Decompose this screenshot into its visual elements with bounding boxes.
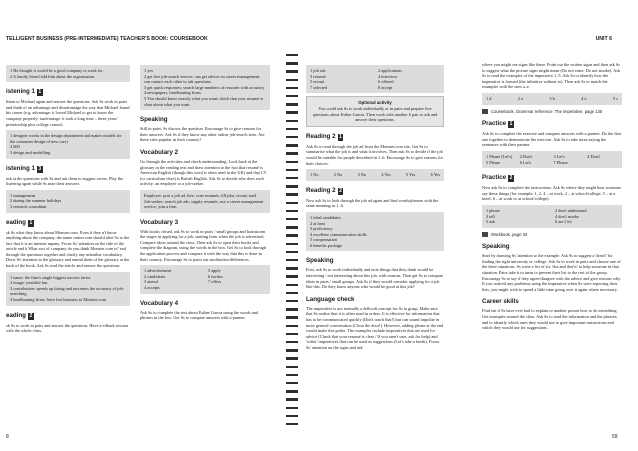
binding-tab	[286, 382, 298, 384]
unit-label: UNIT 6	[595, 36, 612, 42]
list-item: 2 image: youthful fun	[10, 280, 48, 286]
section-heading: Career skills	[482, 298, 519, 306]
binding-tab	[286, 300, 298, 302]
list-item: 3 get quick responses; search large numbers of resumés with accuracy	[144, 84, 265, 90]
binding-tab	[286, 193, 298, 195]
answer-box	[306, 65, 444, 93]
list-item: 3 tell	[486, 213, 495, 219]
list-item: 7 selected	[310, 84, 328, 90]
paragraph: Now ask Ss to complete the instructions. Ask Ss where they might hear someone say these things (for example: 1, 2, 4 – at work; 2 – at school/college; 5 – at a hotel; 6 – at work or at school/college).	[482, 185, 621, 202]
list-item: 4 excellent communication skills	[310, 231, 367, 237]
list-item: 2 Don't	[519, 153, 533, 159]
paragraph: First, ask Ss to work individually and note things that they think would be interesting / not interesting about this job, with reasons. Then get Ss to compare ideas in pairs / small groups. Ask Ss if they would consider applying for a job like this. Do they know anyone who would be good at this job?	[306, 267, 444, 290]
book-icon	[482, 232, 488, 237]
list-item: 4 newspapers, headhunting firms	[144, 90, 201, 96]
binding-tab	[286, 62, 298, 64]
list-item: 5 Yes	[406, 172, 416, 178]
binding-tab	[286, 95, 298, 97]
binding-tab	[286, 128, 298, 130]
paragraph: ask at the questions with Ss and ask them to suggest owers. Play the listening again while Ss note their answers.	[6, 175, 123, 187]
page-number-left: 8	[6, 434, 9, 440]
list-item: 5 apply	[208, 268, 221, 274]
answer-box	[140, 65, 270, 110]
paragraph: Still in pairs, Ss discuss the question. Encourage Ss to give reasons for their answers. Ask Ss if they know any other online job-search sites. Are these sites popular in their country?	[140, 126, 265, 143]
list-item: 1 advertisement	[144, 268, 172, 274]
paragraph: sk Ss to work in pairs and answer the questions. Have a edback session with the whole class.	[6, 322, 129, 334]
section-heading: Speaking	[482, 243, 510, 251]
list-item: 5 ask	[486, 219, 495, 225]
binding-tab	[286, 267, 298, 269]
answer-box	[306, 212, 444, 252]
binding-tab	[286, 415, 298, 417]
section-heading: Vocabulary 2	[140, 148, 179, 156]
binding-tab	[286, 407, 298, 409]
list-item: 1 job ads	[310, 68, 326, 73]
binding-tab	[286, 234, 298, 236]
binding-tab	[286, 79, 298, 81]
section-heading: Vocabulary 4	[140, 299, 179, 307]
binding-tab	[286, 308, 298, 310]
paragraph: Ask Ss to complete the exercise and compare answers with a partner. Do the first one together to demonstrate the exercise. Ask Ss to take turns saying the sentences with their partner.	[482, 131, 622, 148]
binding-tab	[286, 210, 298, 212]
binding-tab	[286, 292, 298, 294]
workbook-reference: Workbook, page 33	[482, 232, 622, 238]
binding-tab	[286, 423, 298, 425]
list-item: 5 You should know exactly what you want; check that your resumé is clear about what you want.	[144, 95, 264, 107]
binding-spine	[286, 54, 300, 434]
page-number-right: 59	[612, 434, 618, 440]
binding-tab	[286, 357, 298, 359]
list-item: 5 c	[612, 95, 618, 101]
binding-tab	[286, 243, 298, 245]
paragraph: Now ask Ss to look through the job ad again and find words/phrases with the same meaning as 1–6.	[306, 197, 439, 209]
binding-tab	[286, 341, 298, 343]
section-heading: Reading 2 2	[306, 186, 342, 194]
optional-activity-title: Optional activity	[358, 100, 392, 106]
list-item: 4 Yes	[381, 172, 391, 178]
list-item: 2 No	[333, 172, 343, 178]
binding-tab	[286, 103, 298, 105]
section-heading: Language check	[306, 295, 355, 303]
paragraph: sk Ss what they know about Monster.com. Even if they n't know anything about the company, the name onster.com should alert Ss to the fact that it is an internet mpany. Focus Ss' attention on the title of the article and k What sort of company do you think Monster.com is? ead through the questions together and clarify any nfamiliar vocabulary. Draw Ss' attention to the glossary and emind them of the glossary at the back of the book. Ask Ss read the article and answer the questions.	[6, 229, 130, 269]
list-item: 2 600	[10, 144, 20, 150]
list-item: Employer: post a job ad, hire, scan resumés, fill jobs, recruit staff	[144, 192, 257, 198]
binding-tab	[286, 398, 298, 400]
list-item: 1 ideal candidates	[310, 214, 341, 220]
list-item: 3 Let's	[553, 153, 565, 159]
binding-tab	[286, 374, 298, 376]
binding-tab	[286, 275, 298, 277]
list-item: 5 Please	[486, 159, 501, 165]
section-heading: istening 1 1	[6, 88, 42, 96]
binding-tab	[286, 316, 298, 318]
list-item: 6 offered	[378, 79, 394, 85]
binding-tab	[286, 161, 298, 163]
binding-tab	[286, 218, 298, 220]
list-item: 6 benefits package	[310, 242, 342, 248]
page-header	[0, 36, 638, 46]
list-item: 3 attend	[144, 279, 158, 285]
list-item: 2 candidates	[144, 273, 166, 279]
list-item: 1 d	[486, 95, 492, 101]
paragraph: Ask Ss to complete the text about Esther Garcia using the words and phrases in the box. Get Ss to compare answers with a partner.	[140, 309, 258, 321]
answer-box	[6, 190, 130, 213]
list-item: 4 interview	[378, 73, 398, 79]
list-item: 1 He thought it would be a good company to work for.	[10, 68, 104, 73]
answer-box	[140, 190, 270, 213]
binding-tab	[286, 259, 298, 261]
list-item: 1 phone	[486, 207, 500, 213]
binding-tab	[286, 185, 298, 187]
binding-tab	[286, 87, 298, 89]
list-item: 3 resumé	[310, 73, 326, 79]
answer-box	[6, 65, 130, 82]
binding-tab	[286, 333, 298, 335]
list-item: 4 headhunting firms: have lost business to Monster.com	[10, 297, 106, 303]
list-item: 3 research consultant	[10, 203, 47, 209]
section-heading: eading 2	[6, 311, 33, 319]
answer-box	[482, 205, 622, 228]
list-item: 4 don't smoke	[555, 213, 579, 219]
book-title: TELLIGENT BUSINESS (PRE-INTERMEDIATE) TEACHER'S BOOK: COURSEBOOK	[6, 36, 208, 42]
list-item: 3 No	[357, 172, 367, 178]
list-item: 4 Don't	[587, 153, 600, 159]
paragraph: Start by drawing Ss' attention to the example. Ask Ss to suggest a 'dont't' for finding the right university or college. Ask Ss to work in pairs and choose one of the three situations. Ss write a list of six 'dos and don'ts' to help someone in that situation. Pairs take it in turns to present their list to the rest of the group. Encourage Ss to say if they agree/disagree with the advice and give reasons why. If you noticed any problems using the imperative when Ss were reporting their lists, you might wish to spend a little time going over it again where necessary.	[482, 253, 622, 292]
list-item: 7 Please	[553, 159, 568, 165]
grammar-reference: Coursebook, Grammar reference: The imperative, page 135	[482, 109, 622, 115]
binding-tab	[286, 202, 298, 204]
list-item: 7 offers	[208, 279, 222, 285]
binding-tab	[286, 169, 298, 171]
column-2	[140, 62, 270, 324]
section-heading: Reading 2 1	[306, 132, 342, 140]
list-item: 1 management	[10, 192, 36, 198]
section-heading: istening 1 3	[6, 164, 42, 172]
answer-box	[140, 265, 270, 293]
binding-tab	[286, 349, 298, 351]
answer-box	[482, 151, 622, 168]
paragraph: Go through the activities and check understanding. Look back at the glossary in the reading text and draw attention to the fact that resumé is American English (though this word is often used in the UK) and that CV (or curriculum vitae) is British English. Ask Ss to decide who does each activity: an employer or a job-seeker.	[140, 158, 267, 187]
binding-tab	[286, 70, 298, 72]
section-heading: Vocabulary 3	[140, 218, 179, 226]
list-item: 3 contribution: speeds up hiring and increases the accuracy of job-searching	[10, 285, 125, 297]
paragraph: You could ask Ss to work individually or in pairs and prepare five questions about Esther Garcia. Then work with another S pair to ask and answer their questions.	[312, 105, 438, 123]
section-heading: Practice 2	[482, 174, 513, 182]
list-item: 1 yes	[144, 68, 153, 73]
list-item: 5 compensation	[310, 237, 338, 243]
binding-tab	[286, 177, 298, 179]
paragraph: listen to Michael again and answer the questions. Ask Ss work in pairs and think of an advantage and disadvantage the way that Michael found his career (e.g. advantage: it lowed Michael to get to know the company properly; isadvantage: it took a long time – three years' prenticeship plus college course).	[6, 99, 130, 127]
optional-activity-box	[306, 96, 444, 126]
column-1	[6, 62, 130, 337]
answer-box	[6, 130, 130, 158]
list-item: 1 name: the firm's single biggest success factor	[10, 274, 91, 280]
section-heading: Practice 1	[482, 120, 513, 128]
binding-tab	[286, 390, 298, 392]
list-item: 2 don't understand	[555, 207, 587, 213]
book-icon	[482, 109, 488, 114]
list-item: 3 b	[549, 95, 555, 101]
list-item: 2 get free job-search service; can get advice on career management, can contact each other to ask questions	[144, 73, 261, 85]
paragraph: With books closed, ask Ss to work in pairs / small groups and brainstorm the stages in applying for a job, starting from when the job is advertised. Compare ideas around the class. Then ask Ss to open their books and complete the diagram, using the words in the box. Get Ss to look through the application process and compare it with the way that this is done in their country. Encourage Ss to point out similarities/differences.	[140, 228, 266, 262]
section-heading: eading 1	[6, 218, 33, 226]
answer-box	[6, 272, 130, 306]
list-item: 2 applications	[378, 68, 402, 73]
list-item: 2 at least	[310, 220, 326, 226]
list-item: 8 accept	[378, 84, 393, 90]
list-item: 2 A family friend told him about the organisation.	[10, 73, 96, 79]
list-item: 4 accepts	[144, 285, 160, 291]
list-item: 4 e	[581, 95, 587, 101]
binding-tab	[286, 152, 298, 154]
binding-tab	[286, 54, 298, 56]
list-item: 2 a	[517, 95, 523, 101]
answer-box	[306, 169, 444, 181]
binding-tab	[286, 251, 298, 253]
answer-box	[482, 93, 622, 105]
list-item: 1 Please (Let's)	[486, 153, 513, 159]
binding-tab	[286, 366, 298, 368]
column-3	[306, 62, 444, 354]
list-item: 3 design and modelling	[10, 149, 51, 155]
binding-tab	[286, 136, 298, 138]
list-item: 1 designer works in the design department and makes models for the consumer design of new cars)	[10, 133, 122, 144]
list-item: Job-seeker: search job ads, supply resumés, use a career management service, join a firm	[144, 198, 264, 210]
paragraph: where you might see signs like these. Point out the written signs and then ask Ss to suggest what the picture signs might mean (Do not enter; Do not smoke). Ask Ss to read the examples of the imperative 1–5. Ask Ss to identify how the imperative is formed (the infinitive without to). Then ask Ss to match the examples with the uses a–e.	[482, 62, 621, 90]
section-heading: Speaking	[306, 257, 334, 265]
binding-tab	[286, 284, 298, 286]
binding-tab	[286, 144, 298, 146]
list-item: 2 during the summer holidays	[10, 198, 62, 204]
list-item: 6 Yes	[430, 172, 440, 178]
binding-tab	[286, 325, 298, 327]
binding-tab	[286, 120, 298, 122]
binding-tab	[286, 111, 298, 113]
list-item: 6 Let's	[519, 159, 532, 165]
section-heading: Speaking	[140, 116, 168, 124]
list-item: 1 No	[310, 172, 319, 178]
paragraph: Find out if Ss have ever had to explain to another person how to do something. Get examples around the class. Ask Ss to read the information and the phrases, and to identify which ones they would use to give important instructions and which they would use for suggestions.	[482, 308, 618, 331]
list-item: 3 proficiency	[310, 226, 333, 232]
paragraph: The imperative is not normally a difficult concept for Ss to grasp. Make sure that Ss realise that it is often used in orders. It is effective for information that has to be communicated quickly (Don't touch that!) but can sound impolite in more general conversation (Close the door!). However, adding please at the end would make this polite. The examples include imperatives that are used for advice (Check that your resumé is clear / If you aren't sure, ask for help) and 'softer' imperatives that can be used as suggestions (Let's take a break). Focus Ss' attention on the signs and ask	[306, 305, 444, 350]
paragraph: Ask Ss to read through the job ad from the Monster.com site. Get Ss to summarise what the job is and what it involves. Then ask Ss to decide if the job would be suitable for people described in 1–6. Encourage Ss to give reasons for their choices.	[306, 143, 443, 166]
list-item: 5 recruit	[310, 79, 325, 85]
column-4	[482, 62, 622, 334]
binding-tab	[286, 226, 298, 228]
list-item: 6 are ('re)	[555, 219, 572, 225]
list-item: 6 invites	[208, 273, 223, 279]
